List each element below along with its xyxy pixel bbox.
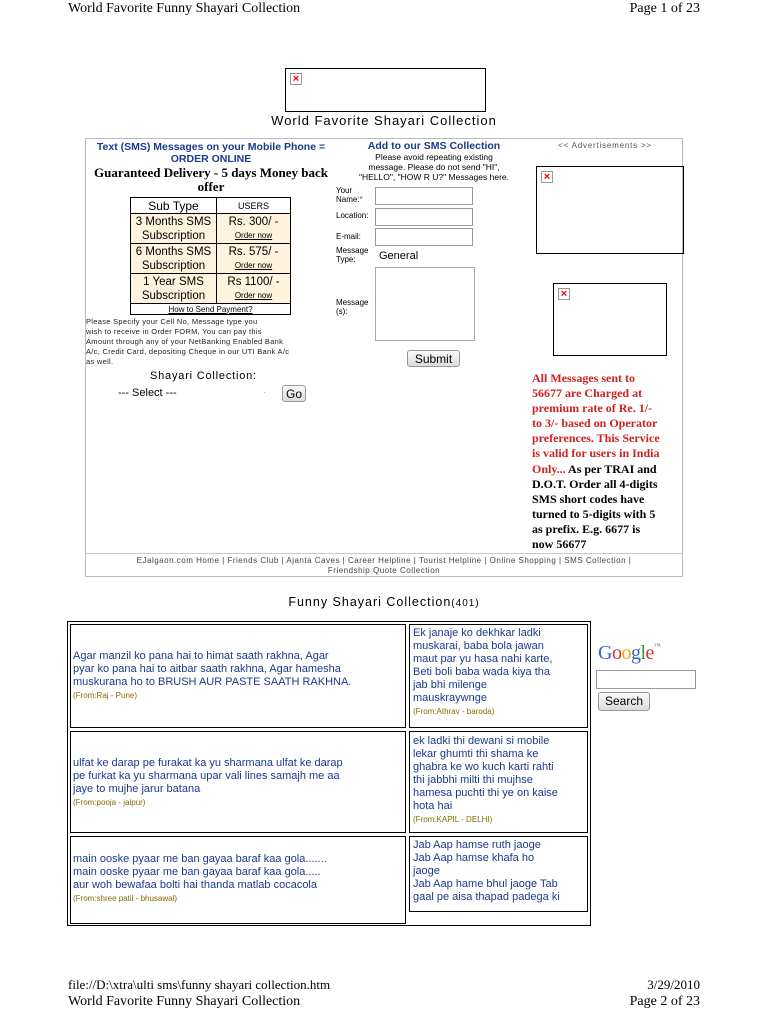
instruction-line: wish to receive in Order FORM, You can pay this <box>86 327 262 336</box>
sms-heading-line1: Text (SMS) Messages on your Mobile Phone = <box>96 141 326 153</box>
shayari-author: (From:KAPIL - DELHI) <box>413 815 493 824</box>
message-type-value: General <box>379 250 419 262</box>
sms-form-note: Please avoid repeating existing <box>375 152 493 162</box>
shayari-line: lekar ghumti thi shama ke <box>413 748 539 760</box>
chevron-down-icon: · <box>263 388 266 397</box>
shayari-author: (From:Raj - Pune) <box>73 691 138 700</box>
message-label-line1: Message <box>336 298 369 307</box>
name-label-line2: Name: <box>336 195 360 204</box>
notice-line: preferences. This Service <box>532 431 660 446</box>
shayari-select[interactable] <box>112 385 270 401</box>
email-field[interactable] <box>375 228 473 246</box>
ad-image-1[interactable] <box>536 166 684 254</box>
plan-price: Rs. 575/ - <box>228 245 279 258</box>
notice-line: 56677 are Charged at <box>532 386 643 401</box>
notice-line: All Messages sent to <box>532 371 635 385</box>
table-header-subtype: Sub Type <box>131 198 217 214</box>
required-marker: * <box>359 195 363 204</box>
notice-line: now 56677 <box>532 537 587 552</box>
notice-black-start: As per TRAI and <box>565 461 657 476</box>
select-value: --- Select --- <box>118 387 177 399</box>
order-now-link[interactable]: Order now <box>234 260 273 270</box>
table-row <box>131 214 291 244</box>
footer-links <box>86 553 682 576</box>
sms-heading <box>86 141 336 165</box>
subscription-table <box>130 197 291 315</box>
print-footer-path: file://D:\xtra\ulti sms\funny shayari collection.htm <box>68 977 331 992</box>
shayari-line: aur woh bewafaa bolti hai thanda matlab cocacola <box>73 879 317 891</box>
advertisements-label: << Advertisements >> <box>558 141 652 150</box>
broken-image-icon: × <box>558 288 570 300</box>
shayari-line: jaye to mujhe jarur batana <box>73 783 201 795</box>
shayari-line: jab bhi milenge <box>413 679 487 691</box>
plan-price: Rs 1100/ - <box>227 275 280 288</box>
shayari-author: (From:Athrav - baroda) <box>413 707 495 716</box>
instruction-line: as well. <box>86 357 114 366</box>
footer-links-line2[interactable]: Friendship Quote Collection <box>327 566 441 575</box>
shayari-line: pyar ko pana hai to aitbar saath rakhna, Agar hamesha <box>73 663 341 675</box>
notice-red-tail: Only... <box>532 461 566 476</box>
shayari-cell <box>409 731 588 833</box>
print-footer-date: 3/29/2010 <box>647 977 700 992</box>
shayari-author: (From:shree patil - bhusawal) <box>73 894 178 903</box>
shayari-line: gaal pe aisa thapad padega ki <box>413 891 560 903</box>
shayari-line: hota hai <box>413 800 453 812</box>
go-button[interactable]: Go <box>282 385 306 402</box>
shayari-line: muskarai, baba bola jawan <box>413 640 544 652</box>
shayari-line: hamesa puchti thi ye on kaise <box>413 787 558 799</box>
plan-name: 6 Months SMS <box>135 245 212 258</box>
shayari-line: ghabra ke wo kuch karti rahti <box>413 761 554 773</box>
google-logo-text: Google <box>598 642 654 664</box>
collection-title-text: Funny Shayari Collection <box>288 595 452 609</box>
shayari-cell <box>70 836 406 924</box>
shayari-line: ulfat ke darap pe furakat ka yu sharmana ulfat ke darap <box>73 757 343 769</box>
shayari-line: maut par yu hasa nahi karte, <box>413 653 553 665</box>
how-to-send-payment-link[interactable]: How to Send Payment? <box>131 304 291 315</box>
shayari-author: (From:pooja - jaipur) <box>73 798 146 807</box>
print-footer-page: Page 2 of 23 <box>629 994 700 1009</box>
broken-image-icon: × <box>290 73 302 85</box>
print-header-page: Page 1 of 23 <box>629 1 700 16</box>
table-header-users: USERS <box>217 198 291 214</box>
notice-line: premium rate of Re. 1/- <box>532 401 653 416</box>
plan-name-2: Subscription <box>141 259 206 272</box>
shayari-line: Jab Aap hamse khafa ho <box>413 852 535 864</box>
message-label-line2: (s): <box>336 307 348 316</box>
payment-instructions <box>86 317 338 367</box>
shayari-line: jaoge <box>413 865 440 877</box>
print-footer-title: World Favorite Funny Shayari Collection <box>68 994 301 1009</box>
shayari-line: Agar manzil ko pana hai to himat saath rakhna, Agar <box>73 650 329 662</box>
plan-name: 1 Year SMS <box>143 275 204 288</box>
plan-name-2: Subscription <box>141 229 206 242</box>
shayari-line: muskurana ho to BRUSH AUR PASTE SAATH RAKHNA. <box>73 676 352 688</box>
shayari-line: ek ladki thi dewani si mobile <box>413 735 550 747</box>
google-search-button[interactable]: Search <box>598 692 650 711</box>
notice-line: turned to 5-digits with 5 <box>532 506 656 521</box>
sms-form-note: "HELLO", "HOW R U?" Messages here. <box>358 172 509 182</box>
instruction-line: A/c, Credit Card, depositing Cheque in our UTI Bank A/c <box>86 347 290 356</box>
broken-image-icon: × <box>541 171 553 183</box>
sms-form-heading: Add to our SMS Collection <box>367 140 501 152</box>
submit-button[interactable]: Submit <box>407 350 460 367</box>
shayari-line: Beti boli baba wada kiya tha <box>413 666 550 678</box>
plan-price: Rs. 300/ - <box>228 215 279 228</box>
collection-count: (401) <box>451 598 480 609</box>
location-label: Location: <box>336 211 369 220</box>
name-label-line1: Your <box>336 186 353 195</box>
message-label <box>336 298 368 316</box>
name-field[interactable] <box>375 187 473 205</box>
shayari-line: Ek janaje ko dekhkar ladki <box>413 627 541 639</box>
name-label <box>336 186 363 204</box>
google-logo: Google™ <box>598 642 661 664</box>
shayari-line: Jab Aap hamse ruth jaoge <box>413 839 541 851</box>
message-type-select[interactable] <box>376 248 452 264</box>
shayari-cell <box>409 836 588 912</box>
notice-line: to 3/- based on Operator <box>532 416 658 431</box>
banner-image[interactable] <box>285 68 486 112</box>
shayari-line: pe furkat ka yu sharmana upar vali lines samajh me aa <box>73 770 340 782</box>
shayari-line: thi jabbhi milti thi mujhse <box>413 774 533 786</box>
notice-line: D.O.T. Order all 4-digits <box>532 476 658 491</box>
shayari-line: main ooske pyaar me ban gayaa baraf kaa gola....... <box>73 853 327 865</box>
notice-line: is valid for users in India <box>532 446 660 461</box>
footer-links-line1[interactable]: EJalgaon.com Home | Friends Club | Ajanta Caves | Career Helpline | Tourist Helpline | Online Shopping | SMS Collection | <box>136 556 632 565</box>
shayari-cell <box>70 731 406 833</box>
plan-name-2: Subscription <box>141 289 206 302</box>
shayari-cell <box>409 624 588 728</box>
message-type-label-line1: Message <box>336 246 369 255</box>
instruction-line: Amount through any of your NetBanking Enabled Bank <box>86 337 284 346</box>
email-label: E-mail: <box>336 232 361 241</box>
message-type-label <box>336 246 368 264</box>
ad-image-2[interactable] <box>553 283 667 356</box>
shayari-cell <box>70 624 406 728</box>
table-row <box>131 274 291 304</box>
shayari-line: mauskraywnge <box>413 692 487 704</box>
location-field[interactable] <box>375 208 473 226</box>
message-textarea[interactable] <box>375 267 475 341</box>
shayari-collection-label: Shayari Collection: <box>150 370 257 382</box>
plan-name: 3 Months SMS <box>135 215 212 228</box>
shayari-line: Jab Aap hame bhul jaoge Tab <box>413 878 558 890</box>
notice-line: SMS short codes have <box>532 491 645 506</box>
order-now-link[interactable]: Order now <box>234 230 273 240</box>
table-row <box>131 244 291 274</box>
notice-line: as prefix. E.g. 6677 is <box>532 521 641 536</box>
google-search-input[interactable] <box>596 670 696 689</box>
order-now-link[interactable]: Order now <box>234 290 273 300</box>
instruction-line: Please Specify your Cell No, Message type you <box>86 317 258 326</box>
site-title: World Favorite Shayari Collection <box>271 113 497 128</box>
sms-heading-line2: ORDER ONLINE <box>170 153 252 165</box>
print-header-title: World Favorite Funny Shayari Collection <box>68 1 301 16</box>
guarantee-text: Guaranteed Delivery - 5 days Money back offer <box>94 165 328 194</box>
message-type-label-line2: Type: <box>336 255 356 264</box>
sms-form-header <box>340 140 528 182</box>
collection-title <box>0 595 768 609</box>
shayari-line: main ooske pyaar me ban gayaa baraf kaa gola..... <box>73 866 321 878</box>
sms-notice <box>532 371 682 552</box>
sms-form-note: message. Please do not send "HI", <box>368 162 500 172</box>
